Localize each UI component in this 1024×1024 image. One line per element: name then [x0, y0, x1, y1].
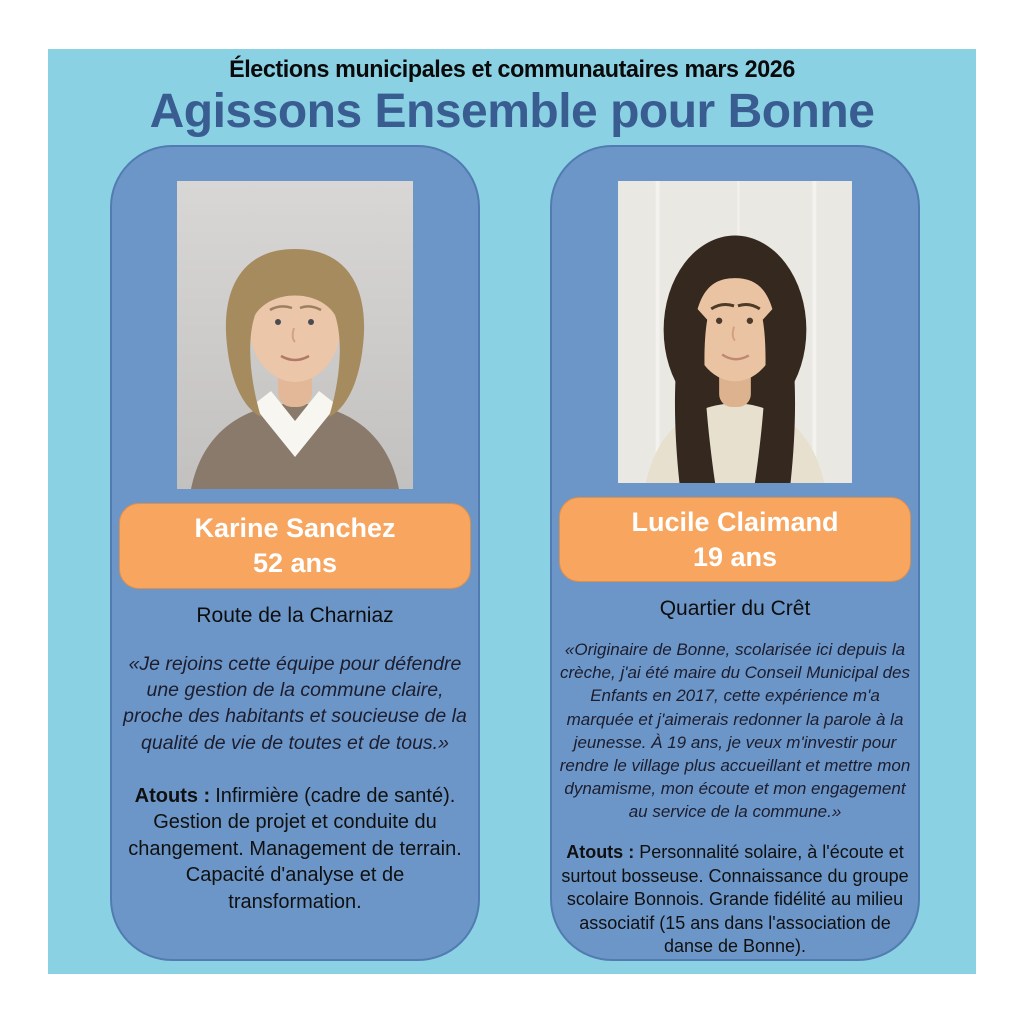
candidate-photo-lucile: [617, 181, 853, 483]
strengths-label: Atouts :: [134, 784, 211, 807]
candidate-quote: «Je rejoins cette équipe pour défendre une gestion de la commune claire, proche des habitants et soucieuse de la qualité de vie de toutes et de tous.»: [123, 653, 467, 754]
strengths-label: Atouts :: [566, 842, 635, 863]
strengths-text: Personnalité solaire, à l'écoute et surtout bosseuse. Connaissance du groupe scolaire Bonnois. Grande fidélité au milieu associatif (15 ans dans l'association de danse de Bonne).: [561, 842, 909, 957]
candidate-age: 52 ans: [252, 548, 338, 579]
candidate-strengths: [554, 841, 916, 959]
candidate-card-lucile: [550, 145, 920, 961]
candidate-card-karine: [110, 145, 480, 961]
candidate-strengths: [121, 783, 469, 916]
candidate-name: Lucile Claimand: [631, 506, 839, 537]
candidate-location: Route de la Charniaz: [196, 604, 394, 628]
candidate-location: Quartier du Crêt: [659, 597, 811, 621]
candidate-quote: «Originaire de Bonne, scolarisée ici depuis la crèche, j'ai été maire du Conseil Municipal des Enfants en 2017, cette expérience m'a marquée et j'aimerais redonner la parole à la jeunesse. À 19 ans, je veux m'investir pour rendre le village plus accueillant et mettre mon dynamisme, mon écoute et mon engagement au service de la commune.»: [559, 640, 911, 821]
name-badge: [119, 503, 471, 589]
candidate-photo-karine: [177, 181, 413, 489]
flyer-title: Agissons Ensemble pour Bonne: [149, 85, 875, 138]
name-badge: [559, 497, 911, 582]
candidate-age: 19 ans: [692, 541, 778, 572]
candidate-name: Karine Sanchez: [194, 513, 396, 543]
election-supertitle: Élections municipales et communautaires mars 2026: [229, 56, 795, 83]
flyer-panel: [48, 49, 976, 974]
strengths-text: Infirmière (cadre de santé). Gestion de projet et conduite du changement. Management de terrain. Capacité d'analyse et de transformation.: [128, 784, 462, 914]
